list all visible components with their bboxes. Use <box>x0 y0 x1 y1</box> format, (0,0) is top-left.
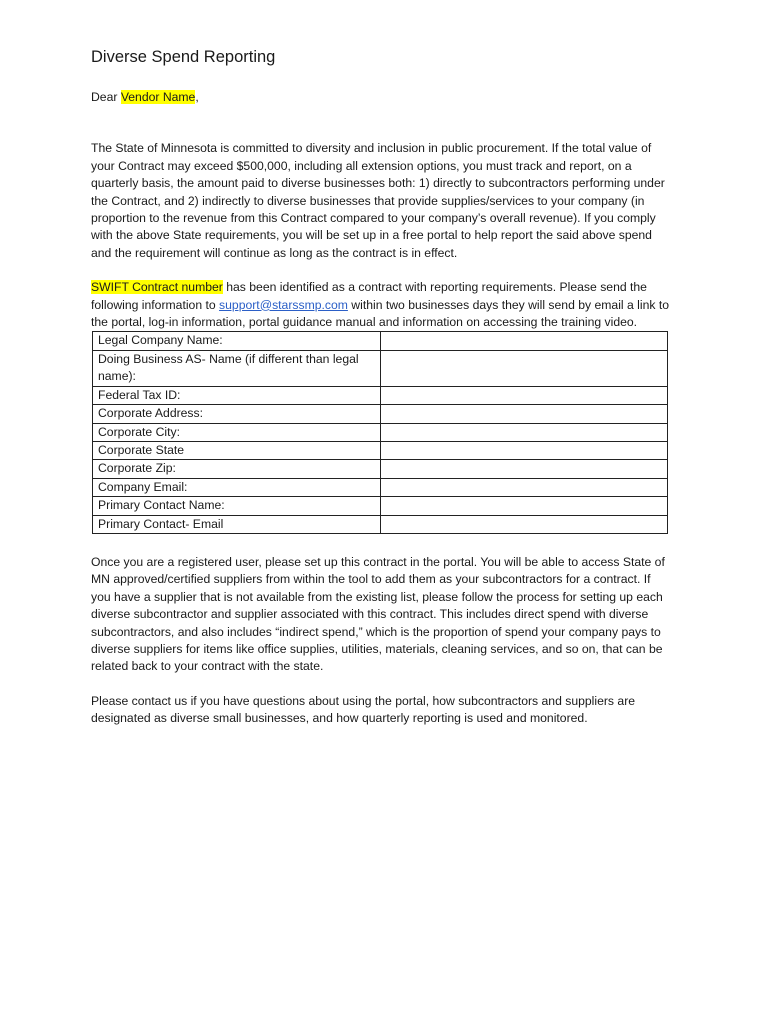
form-field-value[interactable] <box>381 332 668 350</box>
form-field-value[interactable] <box>381 405 668 423</box>
form-row <box>93 478 668 496</box>
support-email-link[interactable]: support@starssmp.com <box>219 297 348 312</box>
form-field-value[interactable] <box>381 441 668 459</box>
salutation-suffix: , <box>195 90 199 104</box>
form-field-value[interactable] <box>381 350 668 386</box>
salutation-prefix: Dear <box>91 90 121 104</box>
salutation <box>91 89 671 106</box>
form-field-label: Primary Contact Name: <box>93 497 381 515</box>
form-row <box>93 386 668 404</box>
form-field-label: Corporate Address: <box>93 405 381 423</box>
swift-text-2: within two businesses days they will send by email a link to the portal, log-in information, portal guidance manual and information on accessing the training video. <box>91 297 670 330</box>
company-info-table <box>92 331 668 533</box>
form-field-value[interactable] <box>381 460 668 478</box>
form-field-label: Corporate State <box>93 441 381 459</box>
vendor-name-placeholder: Vendor Name <box>120 90 196 104</box>
form-field-label: Federal Tax ID: <box>93 386 381 404</box>
intro-paragraph: The State of Minnesota is committed to diversity and inclusion in public procurement. If the total value of your Contract may exceed $500,000, including all extension options, you must track and report, on a quarterly basis, the amount paid to diverse businesses both: 1) directly to subcontractors performing under the Contract, and 2) indirectly to diverse businesses that provide supplies/services to your company (in proportion to the revenue from this Contract compared to your company’s overall revenue). If you comply with the above State requirements, you will be set up in a free portal to help report the said above spend and the requirement will continue as long as the contract is in effect. <box>91 141 665 260</box>
form-field-label: Company Email: <box>93 478 381 496</box>
form-field-value[interactable] <box>381 478 668 496</box>
swift-paragraph <box>91 279 671 331</box>
form-field-label: Corporate Zip: <box>93 460 381 478</box>
form-field-value[interactable] <box>381 386 668 404</box>
form-field-label: Primary Contact- Email <box>93 515 381 533</box>
form-row <box>93 405 668 423</box>
document-page <box>91 48 671 728</box>
form-field-label: Legal Company Name: <box>93 332 381 350</box>
form-row <box>93 515 668 533</box>
contact-paragraph: Please contact us if you have questions about using the portal, how subcontractors and suppliers are designated as diverse small businesses, and how quarterly reporting is used and monitored. <box>91 693 636 726</box>
form-row <box>93 350 668 386</box>
form-row <box>93 423 668 441</box>
form-field-value[interactable] <box>381 423 668 441</box>
swift-text-1: has been identified as a contract with reporting requirements. Please send the following information to <box>91 280 647 312</box>
registered-user-paragraph: Once you are a registered user, please set up this contract in the portal. You will be able to access State of MN approved/certified suppliers from within the tool to add them as your subcontractors for a contract. If you have a supplier that is not available from the existing list, please follow the process for setting up each diverse subcontractor and supplier associated with this contract. This includes direct spend with diverse subcontractors, and also includes “indirect spend,” which is the proportion of spend your company pays to diverse suppliers for items like office supplies, utilities, materials, cleaning services, and so on, that can be related back to your contract with the state. <box>91 554 665 674</box>
form-field-label: Doing Business AS- Name (if different than legal name): <box>93 350 381 386</box>
form-row <box>93 460 668 478</box>
swift-contract-number-placeholder: SWIFT Contract number <box>91 280 223 295</box>
form-row <box>93 497 668 515</box>
page-title: Diverse Spend Reporting <box>91 48 276 66</box>
form-field-label: Corporate City: <box>93 423 381 441</box>
form-field-value[interactable] <box>381 497 668 515</box>
form-field-value[interactable] <box>381 515 668 533</box>
form-row <box>93 332 668 350</box>
form-row <box>93 441 668 459</box>
